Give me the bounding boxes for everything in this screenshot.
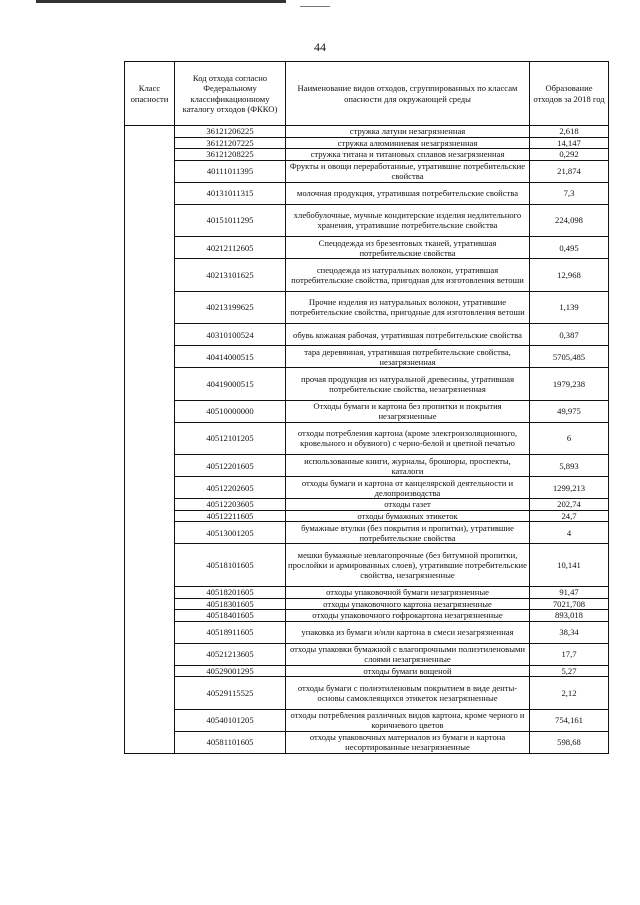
waste-code-cell: 40131011315 — [175, 182, 286, 204]
waste-amount-cell: 14,147 — [530, 137, 609, 149]
waste-code-cell: 40518911605 — [175, 621, 286, 643]
waste-name-cell: Отходы бумаги и картона без пропитки и покрытия незагрязненные — [286, 400, 530, 422]
waste-code-cell: 40521213605 — [175, 643, 286, 665]
waste-name-cell: отходы упаковочного картона незагрязненные — [286, 598, 530, 610]
waste-name-cell: использованные книги, журналы, брошюры, проспекты, каталоги — [286, 455, 530, 477]
table-row — [125, 643, 609, 665]
waste-name-cell: бумажные втулки (без покрытия и пропитки), утратившие потребительские свойства — [286, 522, 530, 544]
waste-code-cell: 40512203605 — [175, 499, 286, 511]
table-row — [125, 137, 609, 149]
waste-code-cell: 40510000000 — [175, 400, 286, 422]
waste-amount-cell: 893,018 — [530, 610, 609, 622]
table-header-row — [125, 62, 609, 126]
table-row — [125, 731, 609, 753]
waste-code-cell: 40513001205 — [175, 522, 286, 544]
waste-name-cell: отходы бумаги с полиэтиленовым покрытием в виде денты-основы самоклеящихся этикеток незагрязненные — [286, 677, 530, 710]
table-row — [125, 259, 609, 292]
table-row — [125, 422, 609, 455]
waste-code-cell: 40414000515 — [175, 346, 286, 368]
scan-artifact-line — [300, 6, 330, 7]
waste-name-cell: упаковка из бумаги и/или картона в смеси незагрязненная — [286, 621, 530, 643]
waste-amount-cell: 7021,708 — [530, 598, 609, 610]
waste-amount-cell: 10,141 — [530, 544, 609, 587]
waste-name-cell: обувь кожаная рабочая, утратившая потребительские свойства — [286, 324, 530, 346]
table-row — [125, 182, 609, 204]
table-row — [125, 126, 609, 138]
waste-name-cell: стружка алюминиевая незагрязненная — [286, 137, 530, 149]
waste-code-cell: 40518301605 — [175, 598, 286, 610]
waste-name-cell: Спецодежда из брезентовых тканей, утратившая потребительские свойства — [286, 237, 530, 259]
waste-amount-cell: 6 — [530, 422, 609, 455]
waste-code-cell: 40518401605 — [175, 610, 286, 622]
waste-code-cell: 40529001295 — [175, 665, 286, 677]
waste-amount-cell: 49,975 — [530, 400, 609, 422]
waste-name-cell: отходы потребления картона (кроме электроизоляционного, кровельного и обувного) с черно-белой и цветной печатью — [286, 422, 530, 455]
waste-code-cell: 40518101605 — [175, 544, 286, 587]
waste-amount-cell: 21,874 — [530, 160, 609, 182]
table-row — [125, 665, 609, 677]
waste-amount-cell: 598,68 — [530, 731, 609, 753]
waste-amount-cell: 1979,238 — [530, 368, 609, 401]
waste-amount-cell: 202,74 — [530, 499, 609, 511]
waste-name-cell: отходы газет — [286, 499, 530, 511]
waste-amount-cell: 224,098 — [530, 204, 609, 237]
table-row — [125, 610, 609, 622]
waste-amount-cell: 24,7 — [530, 510, 609, 522]
waste-name-cell: отходы упаковки бумажной с влагопрочными полиэтиленовыми слоями незагрязненные — [286, 643, 530, 665]
table-row — [125, 324, 609, 346]
waste-amount-cell: 0,387 — [530, 324, 609, 346]
waste-name-cell: спецодежда из натуральных волокон, утратившая потребительские свойства, пригодная для изготовления ветоши — [286, 259, 530, 292]
hazard-class-cell — [125, 126, 175, 754]
waste-name-cell: отходы бумажных этикеток — [286, 510, 530, 522]
waste-code-cell: 40419000515 — [175, 368, 286, 401]
table-row — [125, 709, 609, 731]
waste-name-cell: молочная продукция, утратившая потребительские свойства — [286, 182, 530, 204]
waste-code-cell: 40212112605 — [175, 237, 286, 259]
table-row — [125, 477, 609, 499]
waste-code-cell: 36121207225 — [175, 137, 286, 149]
waste-code-cell: 40512211605 — [175, 510, 286, 522]
waste-code-cell: 40581101605 — [175, 731, 286, 753]
page-number: 44 — [314, 40, 326, 54]
scan-artifact-line — [36, 0, 286, 3]
table-row — [125, 621, 609, 643]
table-row — [125, 587, 609, 599]
waste-name-cell: отходы упаковочной бумаги незагрязненные — [286, 587, 530, 599]
header-waste-code: Код отхода согласно Федеральному классификационному каталогу отходов (ФККО) — [175, 62, 286, 126]
waste-code-cell: 40310100524 — [175, 324, 286, 346]
table-row — [125, 499, 609, 511]
waste-amount-cell: 2,12 — [530, 677, 609, 710]
table-row — [125, 346, 609, 368]
waste-name-cell: хлебобулочные, мучные кондитерские изделия недлительного хранения, утратившие потребительские свойства — [286, 204, 530, 237]
table-row — [125, 368, 609, 401]
waste-name-cell: прочая продукция из натуральной древесины, утратившая потребительские свойства, незагрязненная — [286, 368, 530, 401]
waste-name-cell: отходы упаковочных материалов из бумаги и картона несортированные незагрязненные — [286, 731, 530, 753]
waste-code-cell: 40512202605 — [175, 477, 286, 499]
waste-code-cell: 40151011295 — [175, 204, 286, 237]
table-row — [125, 455, 609, 477]
waste-name-cell: стружка латуни незагрязненная — [286, 126, 530, 138]
waste-code-cell: 40512201605 — [175, 455, 286, 477]
waste-name-cell: отходы бумаги вощеной — [286, 665, 530, 677]
table-row — [125, 544, 609, 587]
waste-amount-cell: 0,292 — [530, 149, 609, 161]
waste-name-cell: отходы потребления различных видов картона, кроме черного и коричневого цветов — [286, 709, 530, 731]
waste-amount-cell: 5,893 — [530, 455, 609, 477]
waste-code-cell: 40518201605 — [175, 587, 286, 599]
table-row — [125, 160, 609, 182]
table-row — [125, 677, 609, 710]
waste-code-cell: 40111011395 — [175, 160, 286, 182]
waste-amount-cell: 0,495 — [530, 237, 609, 259]
header-waste-amount: Образование отходов за 2018 год — [530, 62, 609, 126]
waste-name-cell: Фрукты и овощи переработанные, утратившие потребительские свойства — [286, 160, 530, 182]
waste-amount-cell: 754,161 — [530, 709, 609, 731]
waste-name-cell: мешки бумажные невлагопрочные (без битумной пропитки, прослойки и армированных слоев), утратившие потребительские свойства, незагрязненные — [286, 544, 530, 587]
table-row — [125, 522, 609, 544]
waste-code-cell: 40213199625 — [175, 291, 286, 324]
table-row — [125, 204, 609, 237]
waste-name-cell: тара деревянная, утратившая потребительские свойства, незагрязненная — [286, 346, 530, 368]
waste-name-cell: стружка титана и титановых сплавов незагрязненная — [286, 149, 530, 161]
waste-code-cell: 36121206225 — [175, 126, 286, 138]
waste-amount-cell: 5,27 — [530, 665, 609, 677]
waste-table — [124, 61, 609, 754]
waste-amount-cell: 4 — [530, 522, 609, 544]
waste-name-cell: отходы бумаги и картона от канцелярской деятельности и делопроизводства — [286, 477, 530, 499]
waste-name-cell: отходы упаковочного гофрокартона незагрязненные — [286, 610, 530, 622]
waste-amount-cell: 2,618 — [530, 126, 609, 138]
waste-code-cell: 40529115525 — [175, 677, 286, 710]
waste-code-cell: 40540101205 — [175, 709, 286, 731]
table-body — [125, 126, 609, 754]
table-row — [125, 291, 609, 324]
waste-code-cell: 36121208225 — [175, 149, 286, 161]
header-hazard-class: Класс опасности — [125, 62, 175, 126]
waste-code-cell: 40213101625 — [175, 259, 286, 292]
waste-code-cell: 40512101205 — [175, 422, 286, 455]
waste-amount-cell: 12,968 — [530, 259, 609, 292]
table-row — [125, 237, 609, 259]
table-row — [125, 598, 609, 610]
table-row — [125, 149, 609, 161]
waste-amount-cell: 17,7 — [530, 643, 609, 665]
waste-amount-cell: 1,139 — [530, 291, 609, 324]
waste-amount-cell: 7,3 — [530, 182, 609, 204]
waste-amount-cell: 1299,213 — [530, 477, 609, 499]
table-row — [125, 510, 609, 522]
table-row — [125, 400, 609, 422]
waste-name-cell: Прочие изделия из натуральных волокон, утратившие потребительские свойства, пригодные для изготовления ветоши — [286, 291, 530, 324]
header-waste-name: Наименование видов отходов, сгруппированных по классам опасности для окружающей среды — [286, 62, 530, 126]
waste-amount-cell: 91,47 — [530, 587, 609, 599]
waste-amount-cell: 38,34 — [530, 621, 609, 643]
waste-amount-cell: 5705,485 — [530, 346, 609, 368]
